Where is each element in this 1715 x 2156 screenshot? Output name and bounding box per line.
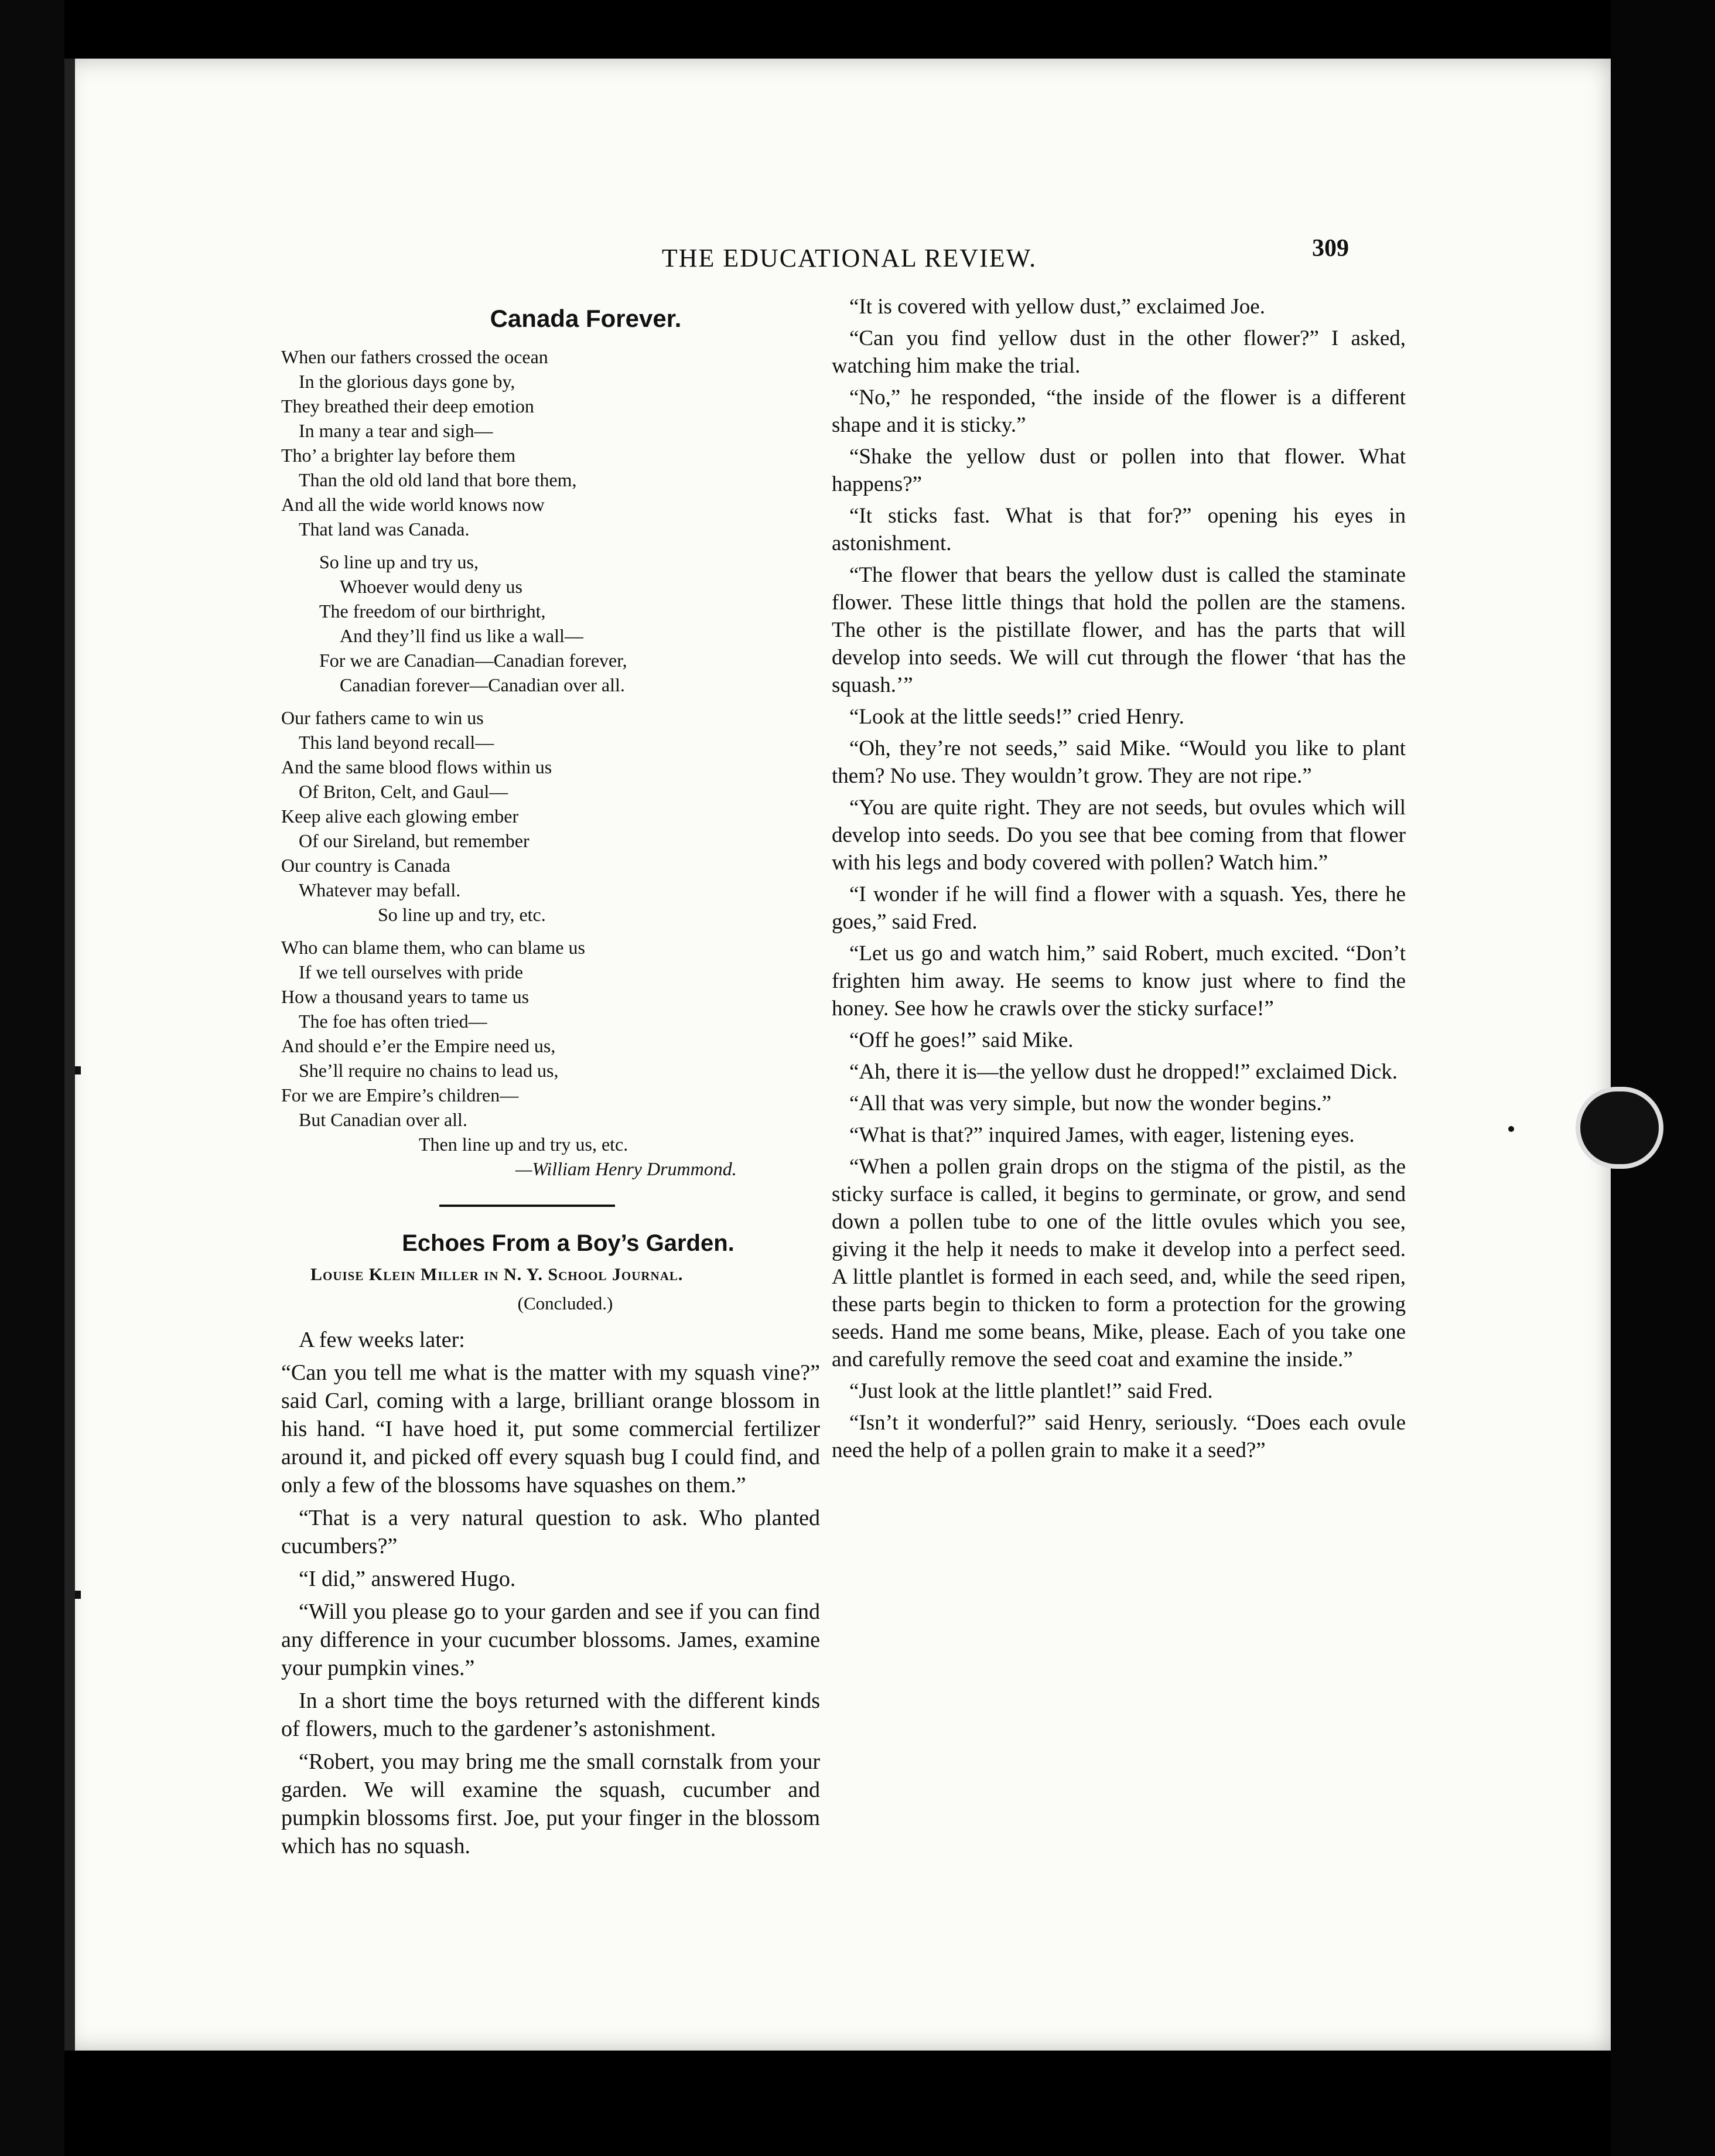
poem-line: Than the old old land that bore them, — [299, 469, 577, 490]
poem-line: Whoever would deny us — [340, 576, 522, 597]
article-paragraph: “Can you find yellow dust in the other flower?” I asked, watching him make the trial. — [832, 326, 1406, 378]
poem-line: That land was Canada. — [299, 518, 470, 540]
article-paragraph: “All that was very simple, but now the wonder begins.” — [849, 1091, 1332, 1115]
article-paragraph: “I did,” answered Hugo. — [299, 1567, 516, 1591]
poem-line: Canadian forever—Canadian over all. — [340, 674, 625, 695]
article-paragraph: “You are quite right. They are not seeds, but ovules which will develop into seeds. Do you see that bee coming from that flower with his legs and body covered with pollen? Watch him.” — [832, 796, 1406, 875]
article-paragraph: “The flower that bears the yellow dust is called the staminate flower. These little things that hold the pollen are the stamens. The other is the pistillate flower, and has the parts that will develop into seeds. We will cut through the flower ‘that has the squash.’” — [832, 563, 1406, 697]
poem-chorus-line: Then line up and try us, etc. — [419, 1134, 628, 1155]
article-paragraph: “Let us go and watch him,” said Robert, much excited. “Don’t frighten him away. He seems to know just where to find the honey. See how he crawls over the sticky surface!” — [832, 941, 1406, 1021]
article-byline: Louise Klein Miller in N. Y. School Journal. — [310, 1265, 684, 1284]
page-gutter — [64, 59, 75, 2051]
poem-line: This land beyond recall— — [299, 732, 494, 753]
poem-stanza — [281, 935, 820, 1181]
article-paragraph: A few weeks later: — [299, 1328, 465, 1352]
poem-line: And should e’er the Empire need us, — [281, 1035, 556, 1056]
scan-border-right — [1611, 0, 1715, 2156]
poem-line: If we tell ourselves with pride — [299, 961, 523, 983]
poem-stanza — [281, 344, 820, 541]
poem-line: Who can blame them, who can blame us — [281, 937, 585, 958]
article-paragraph: “Robert, you may bring me the small cornstalk from your garden. We will examine the squash, cucumber and pumpkin blossoms first. Joe, put your finger in the blossom which has no squash. — [281, 1749, 820, 1858]
poem-line: And the same blood flows within us — [281, 756, 552, 777]
article-paragraph: “When a pollen grain drops on the stigma of the pistil, as the sticky surface is called, it begins to germinate, or grow, and send down a pollen tube to one of the little ovules which you see, giving it the help it needs to make it develop into a perfect seed. A little plantlet is formed in each seed, and, while the seed ripen, these parts begin to thicken to form a protection for the growing seeds. Hand me some beans, Mike, please. Each of you take one and carefully remove the seed coat and examine the inside.” — [832, 1155, 1406, 1372]
poem-line: In the glorious days gone by, — [299, 371, 515, 392]
poem-line: Of our Sireland, but remember — [299, 830, 529, 851]
article-paragraph: “Ah, there it is—the yellow dust he dropped!” exclaimed Dick. — [849, 1060, 1398, 1084]
poem-line: And they’ll find us like a wall— — [340, 625, 583, 646]
section-divider — [439, 1205, 615, 1207]
poem-line: So line up and try us, — [319, 551, 479, 572]
article-paragraph: “Look at the little seeds!” cried Henry. — [849, 705, 1184, 729]
poem-line: Our country is Canada — [281, 855, 450, 876]
left-column — [281, 305, 820, 1865]
poem-line: But Canadian over all. — [299, 1109, 467, 1130]
right-column — [832, 293, 1406, 1468]
poem-line: Our fathers came to win us — [281, 707, 484, 728]
article-paragraph: “What is that?” inquired James, with eager, listening eyes. — [849, 1123, 1355, 1147]
poem-line: Of Briton, Celt, and Gaul— — [299, 781, 508, 802]
scan-speck — [75, 1591, 81, 1599]
poem-chorus-line: So line up and try, etc. — [378, 904, 546, 925]
article-title: Echoes From a Boy’s Garden. — [402, 1230, 734, 1256]
poem-stanza — [281, 705, 820, 927]
article-note: (Concluded.) — [517, 1293, 613, 1314]
poem-chorus — [281, 550, 820, 697]
poem-line: The foe has often tried— — [299, 1011, 487, 1032]
poem-line: Whatever may befall. — [299, 879, 461, 900]
poem-line: They breathed their deep emotion — [281, 395, 534, 417]
poem-line: Keep alive each glowing ember — [281, 806, 519, 827]
article-paragraph: “No,” he responded, “the inside of the flower is a different shape and it is sticky.” — [832, 386, 1406, 437]
article-paragraph: “It is covered with yellow dust,” exclaimed Joe. — [849, 295, 1265, 319]
poem-line: When our fathers crossed the ocean — [281, 346, 548, 367]
article-paragraph: “Oh, they’re not seeds,” said Mike. “Would you like to plant them? No use. They wouldn’t grow. They are not ripe.” — [832, 736, 1406, 788]
poem-title: Canada Forever. — [490, 305, 682, 332]
article-paragraph: “That is a very natural question to ask. Who planted cucumbers?” — [281, 1506, 820, 1558]
journal-header: THE EDUCATIONAL REVIEW. — [661, 244, 1037, 272]
article-paragraph: “Can you tell me what is the matter with my squash vine?” said Carl, coming with a large, brilliant orange blossom in his hand. “I have hoed it, put some commercial fertilizer around it, and picked off every squash bug I could find, and only a few of the blossoms have squashes on them.” — [281, 1360, 820, 1497]
page-number: 309 — [1312, 235, 1349, 262]
article-paragraph: “Just look at the little plantlet!” said Fred. — [849, 1379, 1213, 1403]
poem-line: Tho’ a brighter lay before them — [281, 445, 516, 466]
article-paragraph: “Off he goes!” said Mike. — [849, 1028, 1074, 1052]
poem-line: For we are Empire’s children— — [281, 1084, 519, 1106]
poem-line: The freedom of our birthright, — [319, 601, 546, 622]
article-paragraph: “Will you please go to your garden and see if you can find any difference in your cucumber blossoms. James, examine your pumpkin vines.” — [281, 1599, 820, 1680]
article-paragraph: “It sticks fast. What is that for?” opening his eyes in astonishment. — [832, 504, 1406, 555]
scan-speck — [75, 1066, 81, 1074]
article-paragraph: “I wonder if he will find a flower with a squash. Yes, there he goes,” said Fred. — [832, 882, 1406, 934]
poem-line: How a thousand years to tame us — [281, 986, 529, 1007]
scan-speck — [1508, 1126, 1514, 1132]
article-paragraph: In a short time the boys returned with the different kinds of flowers, much to the gardener’s astonishment. — [281, 1688, 820, 1741]
poem-line: In many a tear and sigh— — [299, 420, 493, 441]
scan-border-left — [0, 0, 64, 2156]
article-paragraph: “Shake the yellow dust or pollen into that flower. What happens?” — [832, 445, 1406, 496]
poem-line: She’ll require no chains to lead us, — [299, 1060, 559, 1081]
poem-attribution: —William Henry Drummond. — [515, 1158, 737, 1179]
film-notch — [1576, 1087, 1663, 1169]
article-paragraph: “Isn’t it wonderful?” said Henry, seriously. “Does each ovule need the help of a pollen grain to make it a seed?” — [832, 1411, 1406, 1462]
poem-line: For we are Canadian—Canadian forever, — [319, 650, 627, 671]
poem-line: And all the wide world knows now — [281, 494, 545, 515]
